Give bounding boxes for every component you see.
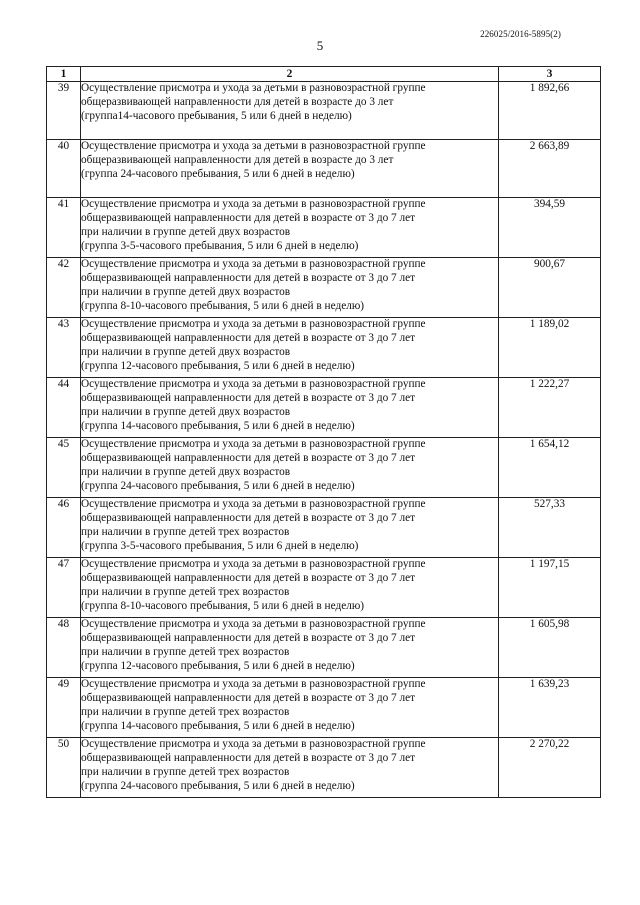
description-line: Осуществление присмотра и ухода за детьми в разновозрастной группе bbox=[81, 198, 426, 210]
description-line: общеразвивающей направленности для детей в возрасте от 3 до 7 лет bbox=[81, 631, 416, 644]
service-description bbox=[81, 498, 499, 558]
row-number: 47 bbox=[47, 558, 81, 618]
price-value: 2 270,22 bbox=[499, 738, 601, 798]
service-description bbox=[81, 140, 499, 198]
description-line: (группа 3-5-часового пребывания, 5 или 6 дней в неделю) bbox=[81, 539, 359, 552]
description-line: при наличии в группе детей двух возрастов bbox=[81, 345, 291, 358]
description-line: (группа 24-часового пребывания, 5 или 6 дней в неделю) bbox=[81, 779, 355, 792]
description-line: (группа 3-5-часового пребывания, 5 или 6 дней в неделю) bbox=[81, 239, 359, 252]
description-line: общеразвивающей направленности для детей в возрасте до 3 лет bbox=[81, 153, 394, 166]
description-line: при наличии в группе детей трех возрастов bbox=[81, 585, 290, 598]
description-line: общеразвивающей направленности для детей в возрасте от 3 до 7 лет bbox=[81, 691, 416, 704]
column-header-number: 1 bbox=[47, 67, 81, 82]
row-number: 49 bbox=[47, 678, 81, 738]
description-line: при наличии в группе детей двух возрастов bbox=[81, 465, 291, 478]
description-line: общеразвивающей направленности для детей в возрасте от 3 до 7 лет bbox=[81, 211, 416, 224]
tariff-table bbox=[46, 66, 601, 798]
description-line: общеразвивающей направленности для детей в возрасте от 3 до 7 лет bbox=[81, 451, 416, 464]
row-number: 46 bbox=[47, 498, 81, 558]
description-line: (группа 12-часового пребывания, 5 или 6 дней в неделю) bbox=[81, 659, 355, 672]
price-value: 527,33 bbox=[499, 498, 601, 558]
description-line: при наличии в группе детей двух возрастов bbox=[81, 405, 291, 418]
description-line: общеразвивающей направленности для детей в возрасте от 3 до 7 лет bbox=[81, 331, 416, 344]
description-line: Осуществление присмотра и ухода за детьми в разновозрастной группе bbox=[81, 318, 426, 330]
description-line: (группа14-часового пребывания, 5 или 6 дней в неделю) bbox=[81, 109, 352, 122]
table-row bbox=[47, 558, 601, 618]
description-line: общеразвивающей направленности для детей в возрасте от 3 до 7 лет bbox=[81, 511, 416, 524]
service-description bbox=[81, 378, 499, 438]
service-description bbox=[81, 198, 499, 258]
description-line: Осуществление присмотра и ухода за детьми в разновозрастной группе bbox=[81, 738, 426, 750]
price-value: 2 663,89 bbox=[499, 140, 601, 198]
description-line: (группа 12-часового пребывания, 5 или 6 дней в неделю) bbox=[81, 359, 355, 372]
price-value: 1 654,12 bbox=[499, 438, 601, 498]
description-line: (группа 8-10-часового пребывания, 5 или 6 дней в неделю) bbox=[81, 599, 365, 612]
price-value: 1 605,98 bbox=[499, 618, 601, 678]
table-row bbox=[47, 258, 601, 318]
description-line: Осуществление присмотра и ухода за детьми в разновозрастной группе bbox=[81, 140, 426, 152]
price-value: 1 189,02 bbox=[499, 318, 601, 378]
description-line: Осуществление присмотра и ухода за детьми в разновозрастной группе bbox=[81, 618, 426, 630]
price-value: 1 892,66 bbox=[499, 82, 601, 140]
row-number: 48 bbox=[47, 618, 81, 678]
price-value: 1 197,15 bbox=[499, 558, 601, 618]
row-number: 45 bbox=[47, 438, 81, 498]
table-header-row bbox=[47, 67, 601, 82]
description-line: Осуществление присмотра и ухода за детьми в разновозрастной группе bbox=[81, 378, 426, 390]
page-number: 5 bbox=[316, 38, 324, 53]
column-header-price: 3 bbox=[499, 67, 601, 82]
price-value: 1 639,23 bbox=[499, 678, 601, 738]
description-line: Осуществление присмотра и ухода за детьми в разновозрастной группе bbox=[81, 438, 426, 450]
description-line: (группа 24-часового пребывания, 5 или 6 дней в неделю) bbox=[81, 479, 355, 492]
description-line: при наличии в группе детей трех возрастов bbox=[81, 525, 290, 538]
row-number: 40 bbox=[47, 140, 81, 198]
table-row bbox=[47, 498, 601, 558]
service-description bbox=[81, 438, 499, 498]
table-row bbox=[47, 82, 601, 140]
description-line: Осуществление присмотра и ухода за детьми в разновозрастной группе bbox=[81, 498, 426, 510]
description-line: Осуществление присмотра и ухода за детьми в разновозрастной группе bbox=[81, 558, 426, 570]
row-number: 41 bbox=[47, 198, 81, 258]
price-value: 394,59 bbox=[499, 198, 601, 258]
row-number: 39 bbox=[47, 82, 81, 140]
description-line: при наличии в группе детей двух возрастов bbox=[81, 225, 291, 238]
service-description bbox=[81, 82, 499, 140]
description-line: Осуществление присмотра и ухода за детьми в разновозрастной группе bbox=[81, 82, 426, 94]
row-number: 42 bbox=[47, 258, 81, 318]
table-row bbox=[47, 438, 601, 498]
description-line: (группа 24-часового пребывания, 5 или 6 дней в неделю) bbox=[81, 167, 355, 180]
price-value: 900,67 bbox=[499, 258, 601, 318]
description-line: Осуществление присмотра и ухода за детьми в разновозрастной группе bbox=[81, 678, 426, 690]
table-row bbox=[47, 140, 601, 198]
description-line: при наличии в группе детей двух возрастов bbox=[81, 285, 291, 298]
row-number: 50 bbox=[47, 738, 81, 798]
description-line: общеразвивающей направленности для детей в возрасте от 3 до 7 лет bbox=[81, 391, 416, 404]
description-line: при наличии в группе детей трех возрастов bbox=[81, 645, 290, 658]
row-number: 43 bbox=[47, 318, 81, 378]
table-row bbox=[47, 318, 601, 378]
description-line: (группа 14-часового пребывания, 5 или 6 дней в неделю) bbox=[81, 419, 355, 432]
table-row bbox=[47, 738, 601, 798]
description-line: общеразвивающей направленности для детей в возрасте от 3 до 7 лет bbox=[81, 751, 416, 764]
service-description bbox=[81, 318, 499, 378]
price-value: 1 222,27 bbox=[499, 378, 601, 438]
service-description bbox=[81, 258, 499, 318]
table-row bbox=[47, 678, 601, 738]
description-line: общеразвивающей направленности для детей в возрасте до 3 лет bbox=[81, 95, 394, 108]
service-description bbox=[81, 678, 499, 738]
service-description bbox=[81, 618, 499, 678]
document-code: 226025/2016-5895(2) bbox=[480, 29, 561, 39]
description-line: при наличии в группе детей трех возрастов bbox=[81, 765, 290, 778]
service-description bbox=[81, 558, 499, 618]
service-description bbox=[81, 738, 499, 798]
description-line: при наличии в группе детей трех возрастов bbox=[81, 705, 290, 718]
table-row bbox=[47, 618, 601, 678]
description-line: Осуществление присмотра и ухода за детьми в разновозрастной группе bbox=[81, 258, 426, 270]
description-line: (группа 14-часового пребывания, 5 или 6 дней в неделю) bbox=[81, 719, 355, 732]
table-row bbox=[47, 198, 601, 258]
row-number: 44 bbox=[47, 378, 81, 438]
column-header-service: 2 bbox=[81, 67, 499, 82]
description-line: общеразвивающей направленности для детей в возрасте от 3 до 7 лет bbox=[81, 271, 416, 284]
table-row bbox=[47, 378, 601, 438]
description-line: общеразвивающей направленности для детей в возрасте от 3 до 7 лет bbox=[81, 571, 416, 584]
description-line: (группа 8-10-часового пребывания, 5 или 6 дней в неделю) bbox=[81, 299, 365, 312]
